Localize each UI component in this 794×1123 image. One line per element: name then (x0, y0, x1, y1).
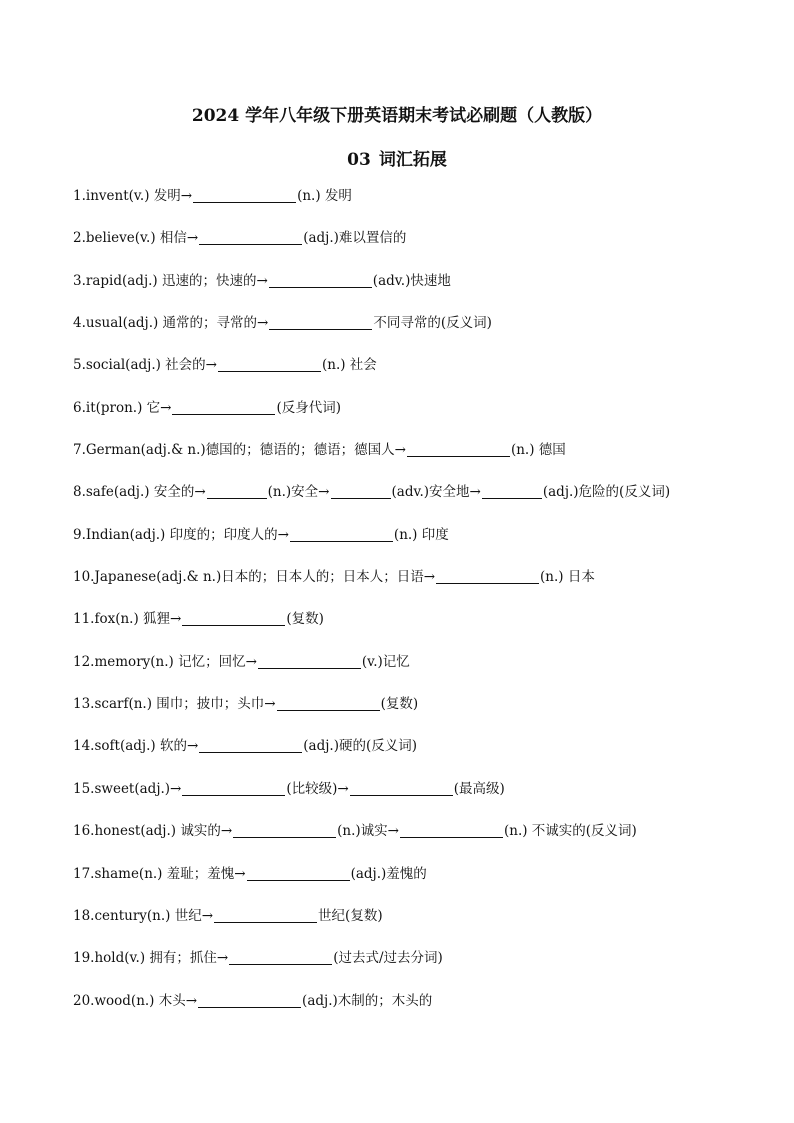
answer-blank[interactable] (207, 482, 267, 499)
vocab-text: (adj.)木制的；木头的 (302, 992, 433, 1009)
answer-blank[interactable] (199, 736, 302, 753)
vocab-text: 1.invent(v.) 发明→ (73, 188, 193, 204)
answer-blank[interactable] (172, 398, 275, 415)
answer-blank[interactable] (400, 821, 503, 838)
answer-blank[interactable] (350, 779, 453, 796)
vocab-item-6 (73, 398, 773, 440)
vocab-text: 14.soft(adj.) 软的→ (73, 738, 199, 755)
vocab-item-4 (73, 313, 773, 355)
answer-blank[interactable] (198, 991, 301, 1008)
answer-blank[interactable] (277, 694, 380, 711)
vocab-text: (比较级)→ (286, 780, 349, 797)
vocab-text: 16.honest(adj.) 诚实的→ (73, 823, 233, 840)
vocab-text: (复数) (380, 696, 419, 713)
vocab-item-2 (73, 228, 773, 270)
vocab-text: 20.wood(n.) 木头→ (73, 992, 198, 1009)
answer-blank[interactable] (193, 186, 296, 203)
vocab-item-14 (73, 736, 773, 778)
vocab-text: (v.)记忆 (361, 653, 410, 670)
vocab-text: 10.Japanese(adj.& n.)日本的；日本人的；日本人；日语→ (73, 569, 436, 586)
section-title (0, 150, 794, 170)
answer-blank[interactable] (407, 440, 510, 457)
answer-blank[interactable] (218, 355, 321, 372)
vocab-text: (n.)安全→ (267, 484, 330, 501)
answer-blank[interactable] (331, 482, 391, 499)
vocab-text: (复数) (286, 611, 324, 628)
page-title: 2024 学年八年级下册英语期末考试必刷题（人教版） (191, 106, 603, 126)
vocab-text: (n.) 日本 (540, 569, 595, 586)
vocab-text: (n.)诚实→ (337, 823, 399, 840)
vocab-text: 3.rapid(adj.) 迅速的；快速的→ (73, 272, 268, 289)
vocab-text: (n.) 印度 (393, 526, 449, 543)
vocab-item-13 (73, 694, 773, 736)
vocab-item-9 (73, 525, 773, 567)
answer-blank[interactable] (247, 864, 350, 881)
section-number: 03 (347, 150, 371, 170)
vocab-text: 19.hold(v.) 拥有；抓住→ (73, 950, 229, 967)
vocab-item-16 (73, 821, 773, 863)
answer-blank[interactable] (290, 525, 393, 542)
vocab-text: 6.it(pron.) 它→ (73, 399, 172, 416)
vocab-text: 18.century(n.) 世纪→ (73, 907, 214, 924)
vocab-text: 7.German(adj.& n.)德国的；德语的；德语；德国人→ (73, 442, 406, 459)
vocab-text: (adj.)难以置信的 (303, 230, 407, 247)
vocab-text: (adj.)硬的(反义词) (303, 738, 418, 755)
answer-blank[interactable] (182, 779, 285, 796)
answer-blank[interactable] (269, 271, 372, 288)
vocab-item-8 (73, 482, 773, 524)
vocab-text: (adv.)安全地→ (391, 484, 481, 501)
vocab-item-20 (73, 991, 773, 1033)
answer-blank[interactable] (214, 906, 317, 923)
answer-blank[interactable] (258, 652, 361, 669)
vocab-item-12 (73, 652, 773, 694)
vocab-item-19 (73, 948, 773, 990)
vocab-text: (最高级) (453, 780, 505, 797)
vocab-text: 17.shame(n.) 羞耻；羞愧→ (73, 865, 246, 882)
answer-blank[interactable] (436, 567, 539, 584)
vocab-item-5 (73, 355, 773, 397)
vocab-text: 不同寻常的(反义词) (373, 315, 492, 332)
vocab-text: 9.Indian(adj.) 印度的；印度人的→ (73, 526, 289, 543)
vocab-text: (n.) 德国 (510, 442, 566, 459)
answer-blank[interactable] (482, 482, 542, 499)
vocab-text: 4.usual(adj.) 通常的；寻常的→ (73, 315, 269, 332)
vocab-item-18 (73, 906, 773, 948)
vocab-item-7 (73, 440, 773, 482)
vocab-text: (n.) 不诚实的(反义词) (503, 823, 637, 840)
vocabulary-list (73, 186, 773, 1033)
vocab-text: (adv.)快速地 (372, 272, 451, 289)
vocab-text: 13.scarf(n.) 围巾；披巾；头巾→ (73, 696, 276, 713)
answer-blank[interactable] (182, 609, 285, 626)
vocab-text: (n.) 发明 (297, 188, 352, 204)
vocab-text: 2.believe(v.) 相信→ (73, 230, 199, 247)
vocab-item-11 (73, 609, 773, 651)
vocab-text: 15.sweet(adj.)→ (73, 780, 182, 797)
vocab-text: (反身代词) (276, 399, 342, 416)
vocab-text: (n.) 社会 (322, 357, 377, 374)
vocab-item-3 (73, 271, 773, 313)
vocab-text: (adj.)羞愧的 (350, 865, 427, 882)
vocab-text: 12.memory(n.) 记忆；回忆→ (73, 653, 257, 670)
answer-blank[interactable] (229, 948, 332, 965)
vocab-text: 11.fox(n.) 狐狸→ (73, 611, 182, 628)
answer-blank[interactable] (233, 821, 336, 838)
vocab-text: 世纪(复数) (318, 907, 383, 924)
section-name: 词汇拓展 (378, 150, 447, 170)
answer-blank[interactable] (269, 313, 372, 330)
vocab-item-17 (73, 864, 773, 906)
vocab-item-1 (73, 186, 773, 228)
vocab-item-15 (73, 779, 773, 821)
vocab-text: 5.social(adj.) 社会的→ (73, 357, 217, 374)
vocab-text: (adj.)危险的(反义词) (542, 484, 671, 501)
vocab-text: (过去式/过去分词) (333, 950, 443, 967)
answer-blank[interactable] (199, 228, 302, 245)
vocab-text: 8.safe(adj.) 安全的→ (73, 484, 206, 501)
vocab-item-10 (73, 567, 773, 609)
